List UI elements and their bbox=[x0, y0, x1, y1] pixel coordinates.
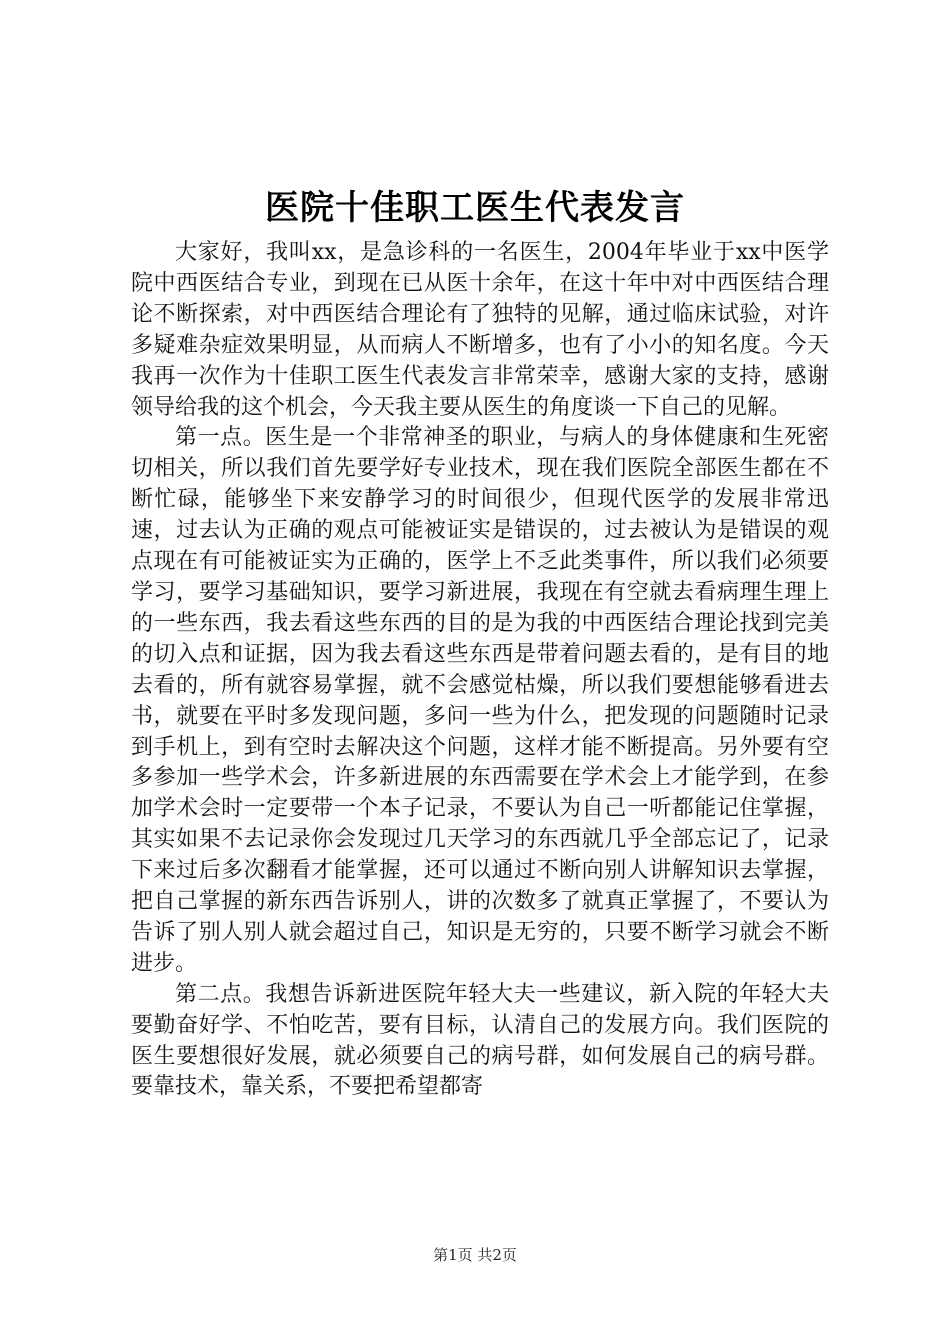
document-body bbox=[131, 238, 829, 1103]
page-number: 第1页 共2页 bbox=[433, 1246, 517, 1264]
document-title: 医院十佳职工医生代表发言 bbox=[265, 188, 685, 228]
paragraph-intro: 大家好，我叫xx，是急诊科的一名医生，2004年毕业于xx中医学院中西医结合专业，到现在已从医十余年，在这十年中对中西医结合理论不断探索，对中西医结合理论有了独特的见解，通过临床试验，对许多疑难杂症效果明显，从而病人不断增多，也有了小小的知名度。今天我再一次作为十佳职工医生代表发言非常荣幸，感谢大家的支持，感谢领导给我的这个机会，今天我主要从医生的角度谈一下自己的见解。 bbox=[131, 240, 829, 420]
paragraph-point-two: 第二点。我想告诉新进医院年轻大夫一些建议，新入院的年轻大夫要勤奋好学、不怕吃苦，要有目标，认清自己的发展方向。我们医院的医生要想很好发展，就必须要自己的病号群，如何发展自己的病号群。要靠技术，靠关系，不要把希望都寄 bbox=[131, 981, 829, 1100]
paragraph-point-one: 第一点。医生是一个非常神圣的职业，与病人的身体健康和生死密切相关，所以我们首先要学好专业技术，现在我们医院全部医生都在不断忙碌，能够坐下来安静学习的时间很少，但现代医学的发展非常迅速，过去认为正确的观点可能被证实是错误的，过去被认为是错误的观点现在有可能被证实为正确的，医学上不乏此类事件，所以我们必须要学习，要学习基础知识，要学习新进展，我现在有空就去看病理生理上的一些东西，我去看这些东西的目的是为我的中西医结合理论找到完美的切入点和证据，因为我去看这些东西是带着问题去看的，是有目的地去看的，所有就容易掌握，就不会感觉枯燥，所以我们要想能够看进去书，就要在平时多发现问题，多问一些为什么，把发现的问题随时记录到手机上，到有空时去解决这个问题，这样才能不断提高。另外要有空多参加一些学术会，许多新进展的东西需要在学术会上才能学到，在参加学术会时一定要带一个本子记录，不要认为自己一听都能记住掌握，其实如果不去记录你会发现过几天学习的东西就几乎全部忘记了，记录下来过后多次翻看才能掌握，还可以通过不断向别人讲解知识去掌握，把自己掌握的新东西告诉别人，讲的次数多了就真正掌握了，不要认为告诉了别人别人就会超过自己，知识是无穷的，只要不断学习就会不断进步。 bbox=[131, 425, 829, 976]
